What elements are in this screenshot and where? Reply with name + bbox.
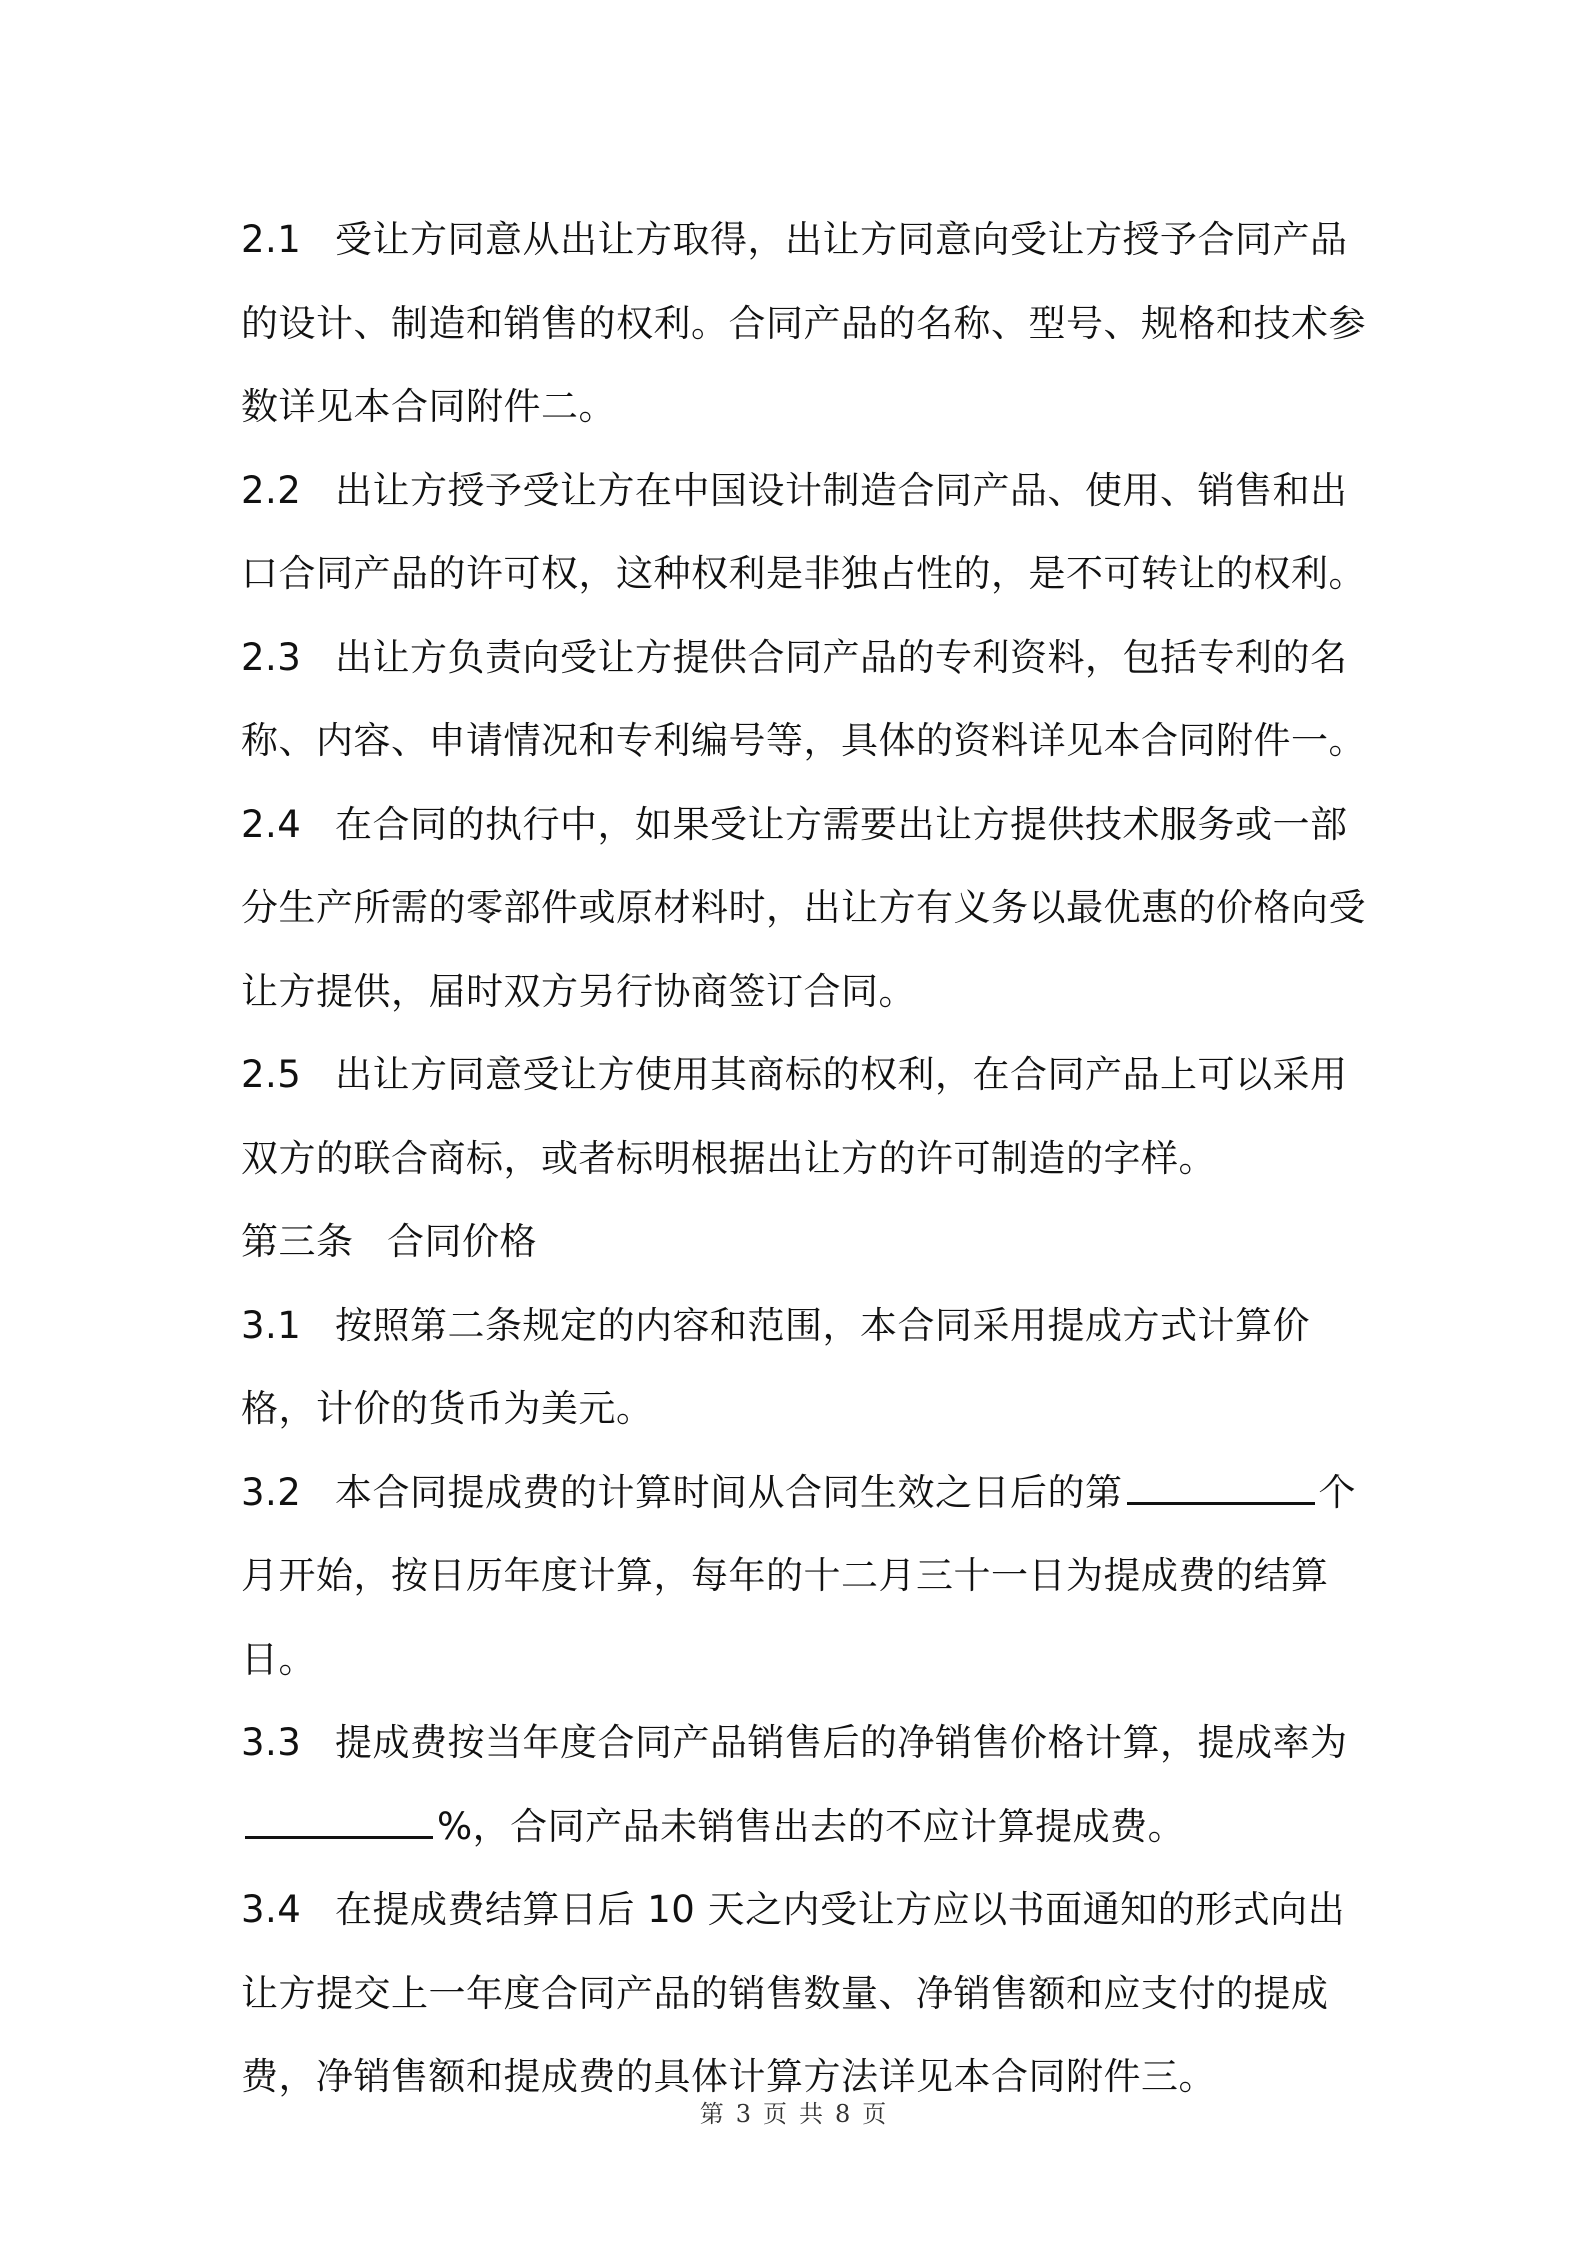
- article-3-heading: [241, 1200, 1371, 1284]
- footer-word-ye-2: 页: [862, 2100, 887, 2128]
- clause-text: 在合同的执行中，如果受让方需要出让方提供技术服务或一部分生产所需的零部件或原材料时，出让方有义务以最优惠的价格向受让方提供，届时双方另行协商签订合同。: [241, 802, 1366, 1013]
- clause-3-4: [241, 1868, 1371, 2119]
- clause-number: 3.1: [241, 1303, 302, 1347]
- clause-text-before-blank: 本合同提成费的计算时间从合同生效之日后的第: [335, 1470, 1123, 1514]
- clause-text: 出让方授予受让方在中国设计制造合同产品、使用、销售和出口合同产品的许可权，这种权利是非独占性的，是不可转让的权利。: [241, 468, 1366, 595]
- footer-word-di: 第: [699, 2100, 724, 2128]
- clause-2-5: [241, 1033, 1371, 1200]
- clause-text: 按照第二条规定的内容和范围，本合同采用提成方式计算价格，计价的货币为美元。: [241, 1303, 1310, 1430]
- clause-number: 2.5: [241, 1053, 302, 1096]
- fill-in-blank-rate: [245, 1806, 433, 1839]
- clause-number: 2.4: [241, 802, 302, 846]
- clause-number: 3.4: [241, 1888, 302, 1931]
- clause-2-2: [241, 449, 1371, 616]
- clause-3-3: [241, 1701, 1371, 1868]
- fill-in-blank-months: [1127, 1472, 1315, 1505]
- clause-number: 3.3: [241, 1721, 302, 1764]
- clause-number: 2.1: [241, 218, 302, 261]
- clause-text-after-blank: %，合同产品未销售出去的不应计算提成费。: [437, 1804, 1186, 1848]
- footer-total-pages: 8: [835, 2100, 851, 2128]
- clause-text: 出让方负责向受让方提供合同产品的专利资料，包括专利的名称、内容、申请情况和专利编号等，具体的资料详见本合同附件一。: [241, 635, 1366, 762]
- clause-text: 出让方同意受让方使用其商标的权利，在合同产品上可以采用双方的联合商标，或者标明根据出让方的许可制造的字样。: [241, 1053, 1348, 1180]
- clause-text-before-blank: 提成费按当年度合同产品销售后的净销售价格计算，提成率为: [335, 1721, 1348, 1764]
- article-title: 合同价格: [387, 1220, 537, 1263]
- page-footer: [0, 2094, 1586, 2129]
- clause-text-after-blank: 个月开始，按日历年度计算，每年的十二月三十一日为提成费的结算日。: [241, 1470, 1356, 1681]
- clause-text: 受让方同意从出让方取得，出让方同意向受让方授予合同产品的设计、制造和销售的权利。合同产品的名称、型号、规格和技术参数详见本合同附件二。: [241, 218, 1366, 428]
- clause-text: 在提成费结算日后 10 天之内受让方应以书面通知的形式向出让方提交上一年度合同产品的销售数量、净销售额和应支付的提成费，净销售额和提成费的具体计算方法详见本合同附件三。: [241, 1888, 1346, 2098]
- clause-number: 3.2: [241, 1470, 302, 1514]
- footer-word-ye: 页: [763, 2100, 787, 2128]
- clause-2-1: [241, 198, 1371, 449]
- clause-number: 2.3: [241, 635, 302, 679]
- article-number: 第三条: [241, 1220, 354, 1263]
- clause-3-1: [241, 1284, 1371, 1451]
- clause-2-3: [241, 616, 1371, 783]
- clause-2-4: [241, 783, 1371, 1034]
- clause-number: 2.2: [241, 468, 302, 512]
- document-body: [241, 198, 1371, 2119]
- footer-word-gong: 共: [799, 2100, 823, 2128]
- clause-3-2: [241, 1451, 1371, 1702]
- footer-page-number: 3: [735, 2100, 751, 2128]
